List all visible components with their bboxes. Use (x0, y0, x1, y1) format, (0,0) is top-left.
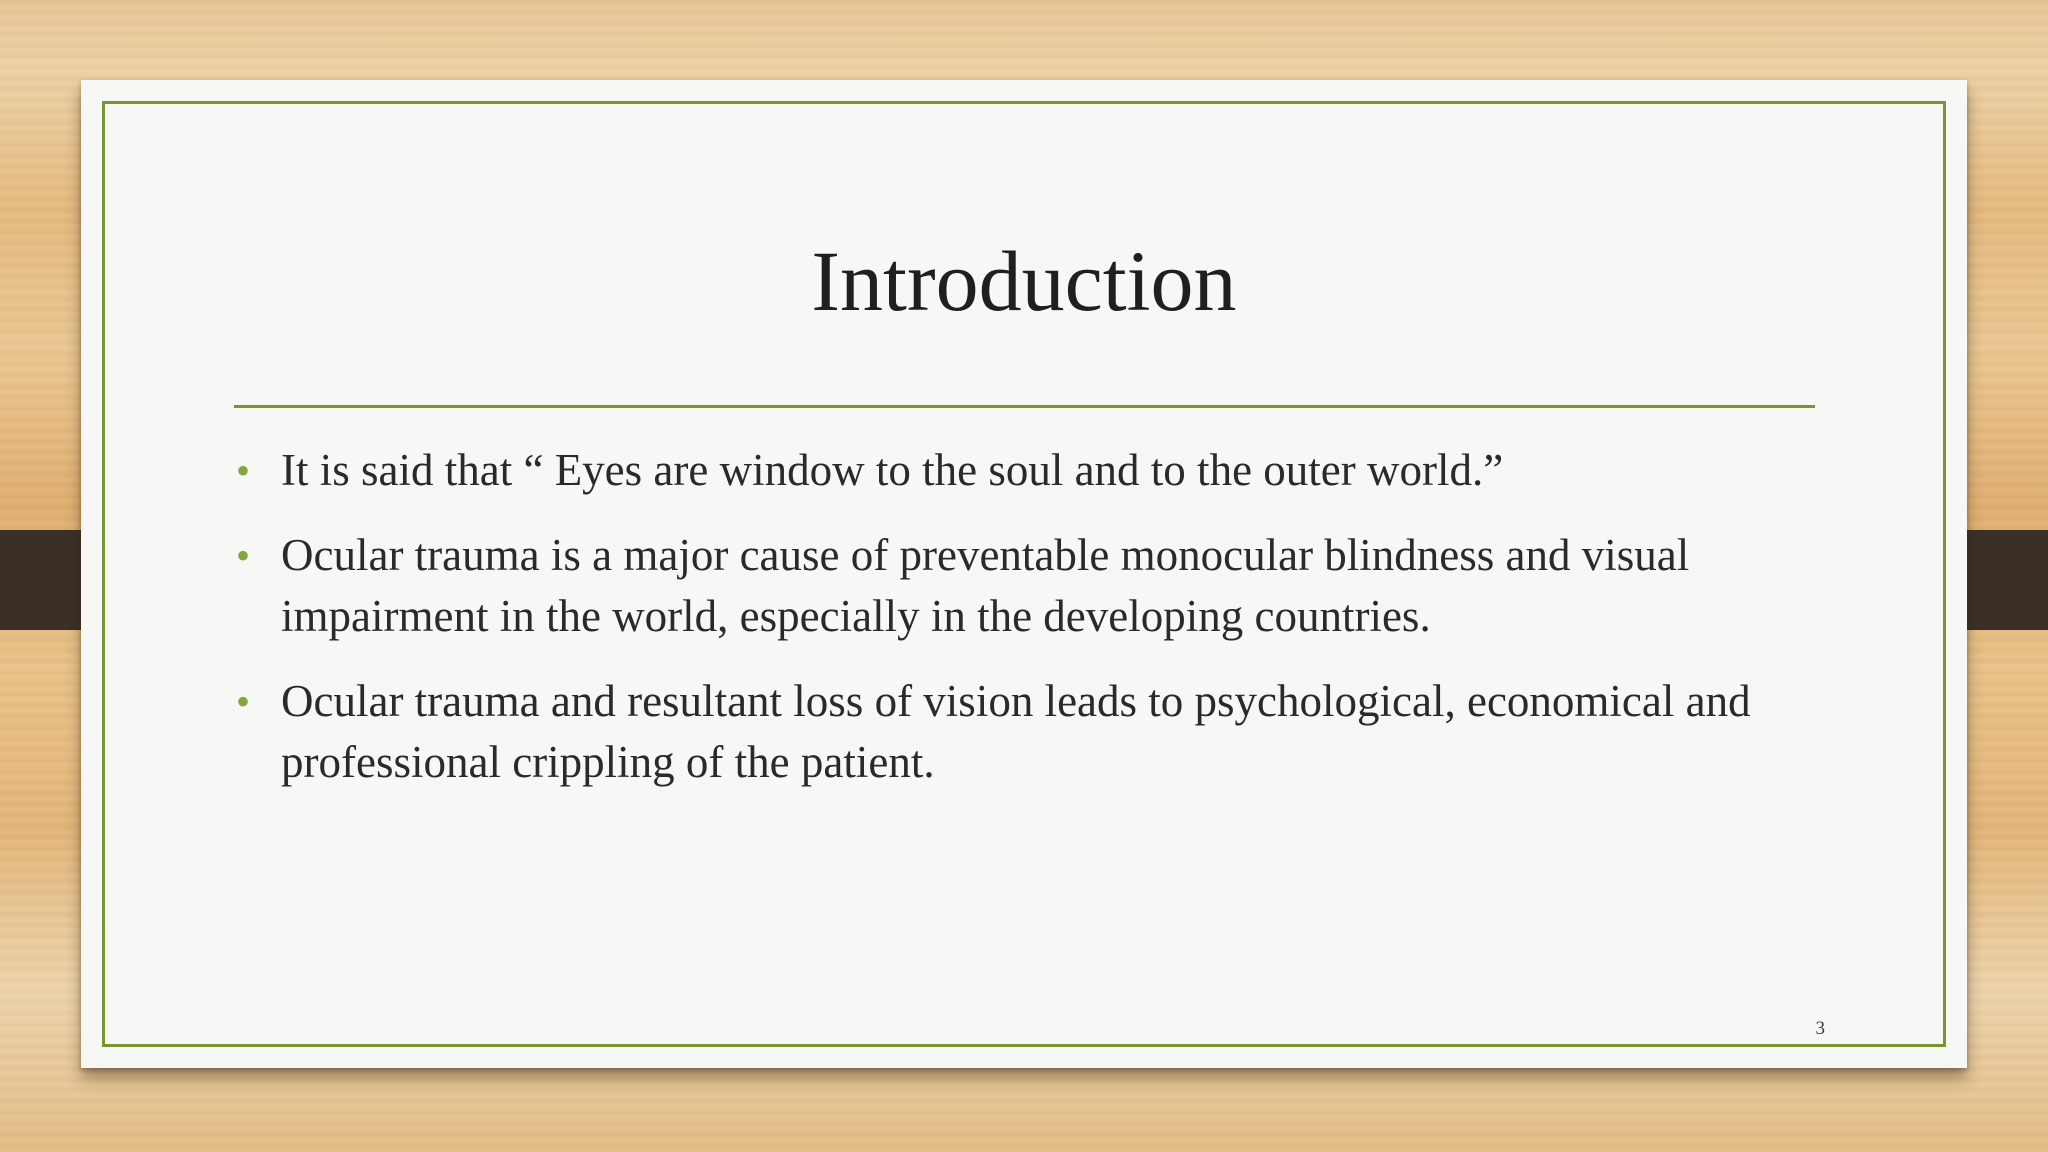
title-divider (234, 405, 1815, 408)
slide-title: Introduction (811, 233, 1237, 329)
bullet-item (234, 525, 1854, 647)
bullet-text: Ocular trauma and resultant loss of vision leads to psychological, economical and professional crippling of the patient. (281, 676, 1751, 787)
bullet-text: It is said that “ Eyes are window to the soul and to the outer world.” (281, 445, 1504, 495)
bullet-item (234, 671, 1854, 793)
bullet-list (234, 440, 1854, 817)
bullet-icon: • (236, 533, 251, 578)
bullet-icon: • (236, 448, 251, 493)
bullet-icon: • (236, 679, 251, 724)
page-number: 3 (1815, 1018, 1825, 1039)
bullet-text: Ocular trauma is a major cause of preventable monocular blindness and visual impairment in the world, especially in the developing countries. (281, 530, 1690, 641)
bullet-item (234, 440, 1854, 501)
slide (81, 80, 1967, 1068)
